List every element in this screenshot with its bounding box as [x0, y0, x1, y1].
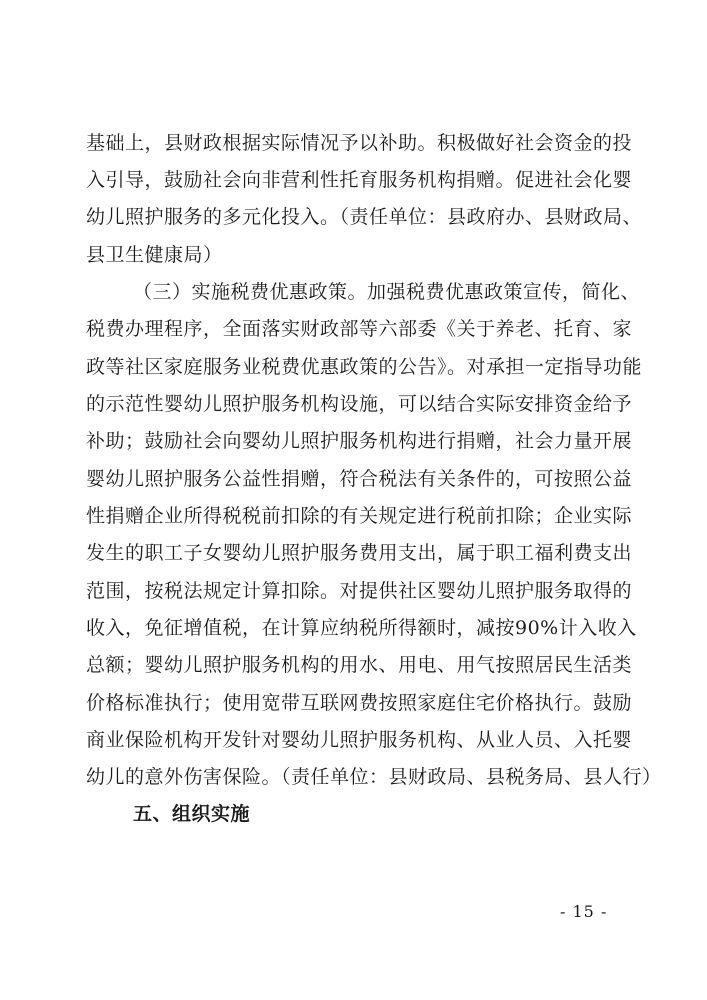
paragraph-line: 政等社区家庭服务业税费优惠政策的公告》。对承担一定指导功能: [86, 356, 643, 378]
paragraph-line: 的示范性婴幼儿照护服务机构设施，可以结合实际安排资金给予: [86, 393, 633, 415]
paragraph-line: 幼儿照护服务的多元化投入。（责任单位：县政府办、县财政局、: [86, 206, 643, 228]
paragraph-line: 补助；鼓励社会向婴幼儿照护服务机构进行捐赠，社会力量开展: [86, 430, 633, 452]
paragraph-line: 总额；婴幼儿照护服务机构的用水、用电、用气按照居民生活类: [86, 654, 633, 676]
page-number: - 15 -: [560, 902, 608, 921]
paragraph-line: 价格标准执行；使用宽带互联网费按照家庭住宅价格执行。鼓励: [86, 692, 633, 714]
paragraph-line: 婴幼儿照护服务公益性捐赠，符合税法有关条件的，可按照公益: [86, 468, 633, 490]
paragraph-line: 范围，按税法规定计算扣除。对提供社区婴幼儿照护服务取得的: [86, 580, 633, 602]
paragraph-line: 税费办理程序，全面落实财政部等六部委《关于养老、托育、家: [86, 318, 633, 340]
paragraph-line: 县卫生健康局）: [86, 244, 223, 266]
paragraph-line: 性捐赠企业所得税税前扣除的有关规定进行税前扣除；企业实际: [86, 505, 633, 527]
section-heading: 五、组织实施: [133, 803, 251, 825]
paragraph-line: 收入，免征增值税，在计算应纳税所得额时，减按90%计入收入: [86, 617, 637, 639]
paragraph-line: 发生的职工子女婴幼儿照护服务费用支出，属于职工福利费支出: [86, 542, 633, 564]
paragraph-line: 入引导，鼓励社会向非营利性托育服务机构捐赠。促进社会化婴: [86, 169, 633, 191]
paragraph-line: （三）实施税费优惠政策。加强税费优惠政策宣传，简化、: [133, 281, 641, 303]
paragraph-line: 基础上，县财政根据实际情况予以补助。积极做好社会资金的投: [86, 132, 633, 154]
paragraph-line: 商业保险机构开发针对婴幼儿照护服务机构、从业人员、入托婴: [86, 729, 633, 751]
paragraph-line: 幼儿的意外伤害保险。（责任单位：县财政局、县税务局、县人行）: [86, 766, 662, 788]
